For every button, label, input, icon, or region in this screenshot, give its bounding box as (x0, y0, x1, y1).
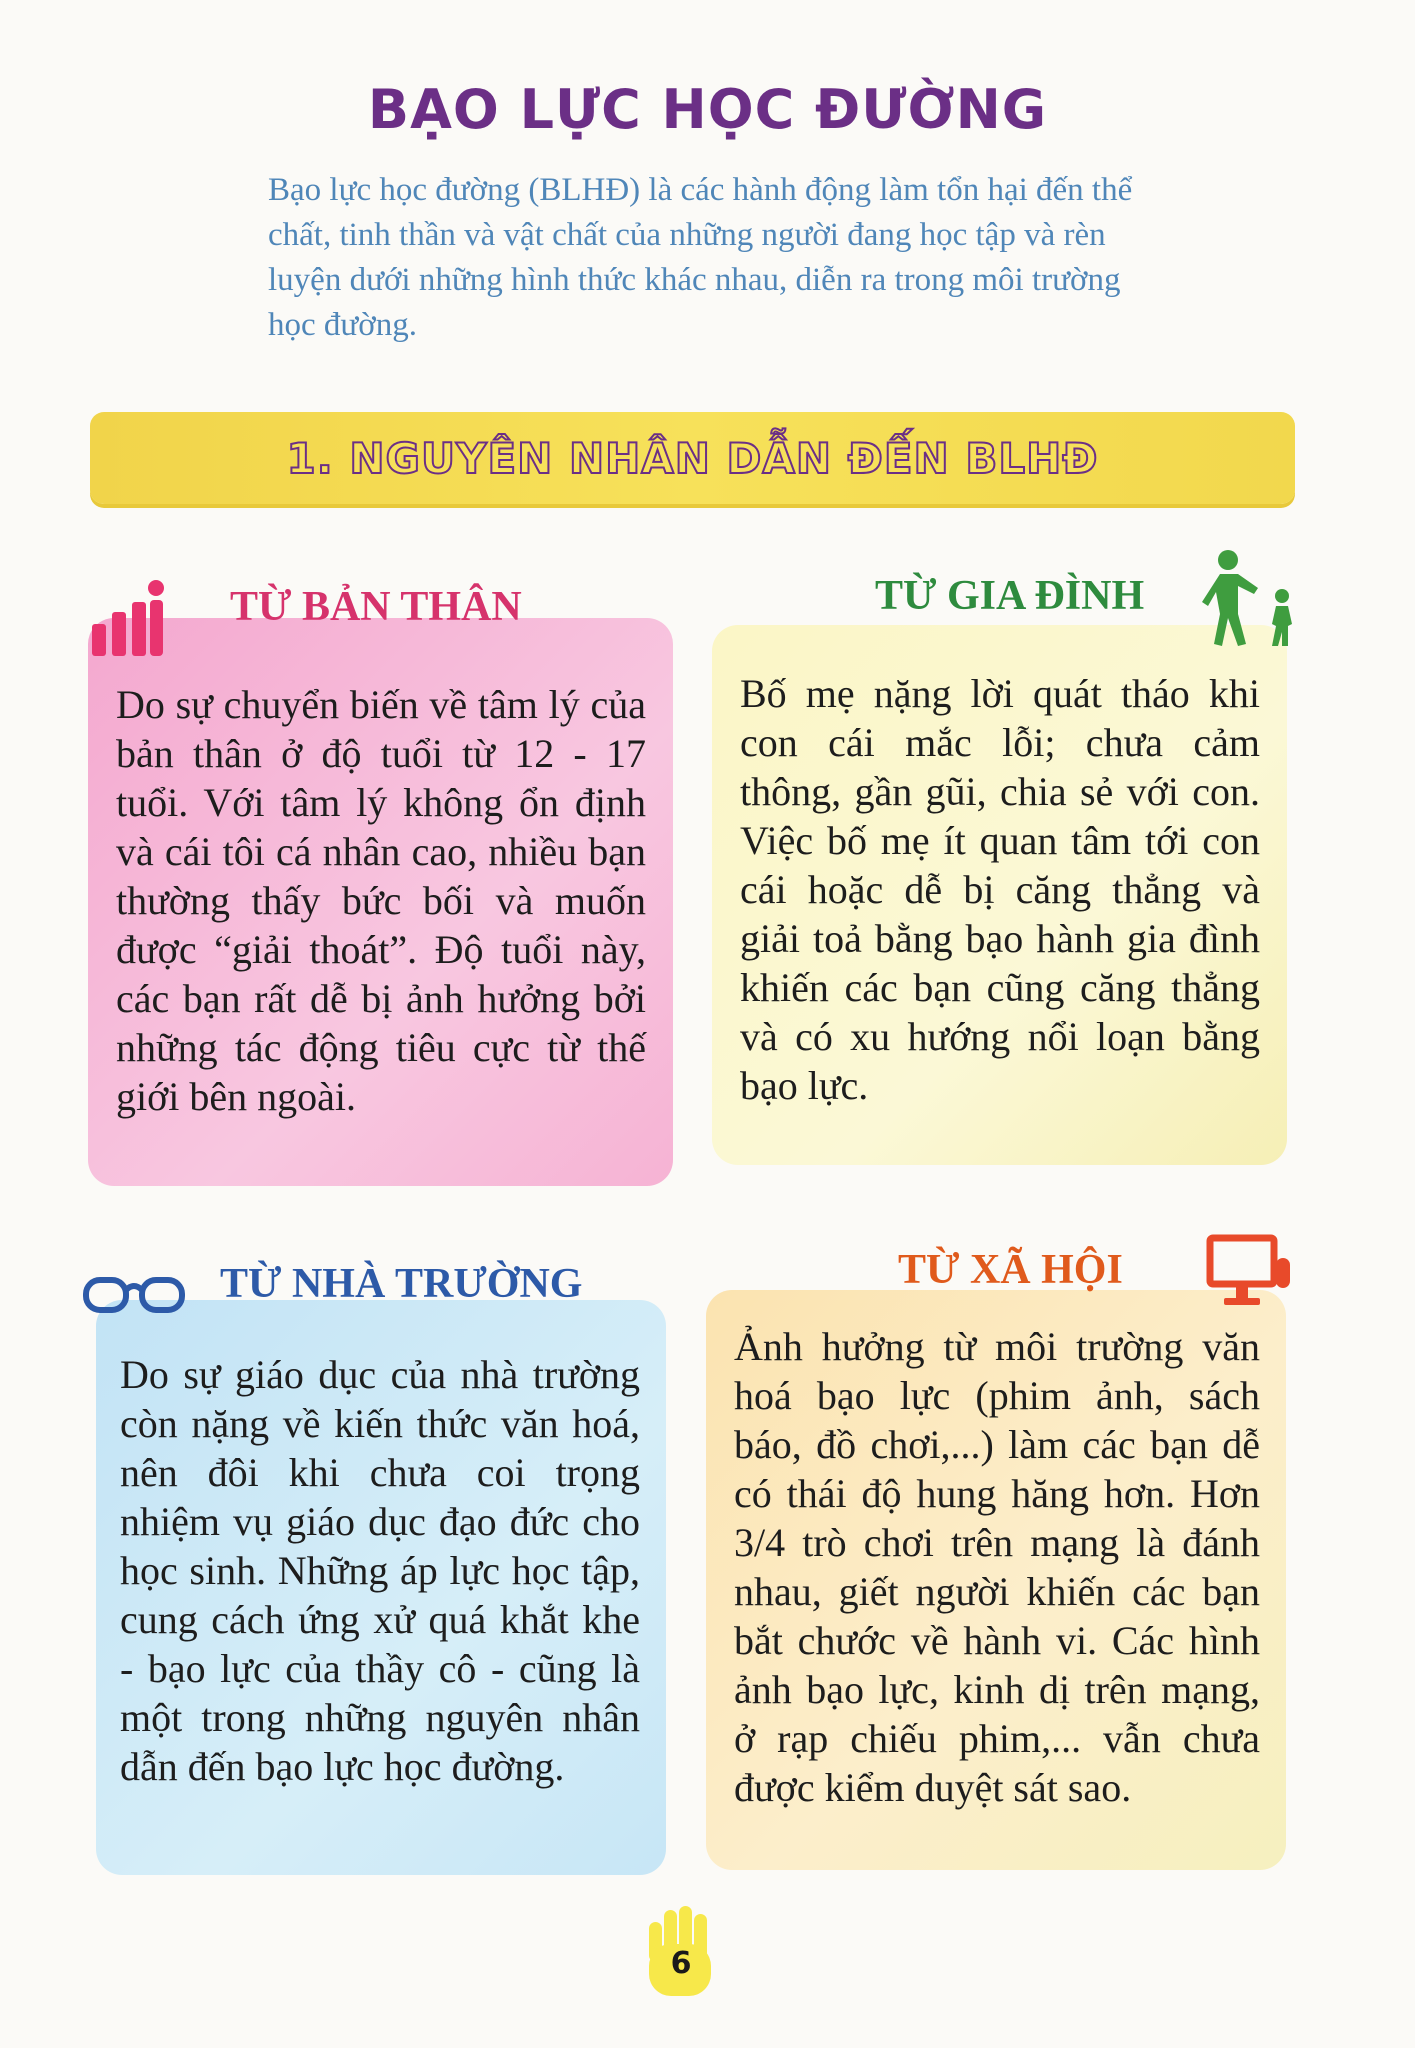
card-self-heading: TỪ BẢN THÂN (230, 584, 522, 630)
card-society (706, 1290, 1286, 1870)
glasses-icon (82, 1268, 186, 1320)
card-school-heading: TỪ NHÀ TRƯỜNG (220, 1261, 583, 1307)
card-school-text: Do sự giáo dục của nhà trường còn nặng về kiến thức văn hoá, nên đôi khi chưa coi trọng nhiệm vụ giáo dục đạo đức cho học sinh. Những áp lực học tập, cung cách ứng xử quá khắt khe - bạo lực của thầy cô - cũng là một trong những nguyên nhân dẫn đến bạo lực học đường. (120, 1352, 640, 1789)
intro-paragraph: Bạo lực học đường (BLHĐ) là các hành động làm tổn hại đến thể chất, tinh thần và vật chất của những người đang học tập và rèn luyện dưới những hình thức khác nhau, diễn ra trong môi trường học đường. (268, 172, 1133, 343)
card-family (712, 625, 1287, 1165)
section-heading: 1. NGUYÊN NHÂN DẪN ĐẾN BLHĐ (286, 434, 1099, 483)
people-bars-icon (90, 578, 170, 658)
card-family-text: Bố mẹ nặng lời quát tháo khi con cái mắc lỗi; chưa cảm thông, gần gũi, chia sẻ với con. Việc bố mẹ ít quan tâm tới con cái hoặc dễ bị căng thẳng và giải toả bằng bạo hành gia đình khiến các bạn cũng căng thẳng và có xu hướng nổi loạn bằng bạo lực. (740, 671, 1260, 1108)
section-banner (90, 412, 1295, 504)
page-title: BẠO LỰC HỌC ĐƯỜNG (367, 78, 1048, 141)
computer-icon (1206, 1232, 1292, 1312)
card-self (88, 618, 673, 1186)
parent-child-icon (1200, 548, 1300, 648)
card-society-heading: TỪ XÃ HỘI (898, 1247, 1123, 1293)
card-family-heading: TỪ GIA ĐÌNH (875, 573, 1145, 619)
card-school (96, 1300, 666, 1875)
page-number: 6 (670, 1946, 692, 1981)
card-society-text: Ảnh hưởng từ môi trường văn hoá bạo lực (phim ảnh, sách báo, đồ chơi,...) làm các bạn dễ có thái độ hung hăng hơn. Hơn 3/4 trò chơi trên mạng là đánh nhau, giết người khiến các bạn bắt chước về hành vi. Các hình ảnh bạo lực, kinh dị trên mạng, ở rạp chiếu phim,... vẫn chưa được kiểm duyệt sát sao. (734, 1324, 1260, 1810)
card-self-text: Do sự chuyển biến về tâm lý của bản thân ở độ tuổi từ 12 - 17 tuổi. Với tâm lý không ổn định và cái tôi cá nhân cao, nhiều bạn thường thấy bức bối và muốn được “giải thoát”. Độ tuổi này, các bạn rất dễ bị ảnh hưởng bởi những tác động tiêu cực từ thế giới bên ngoài. (116, 682, 646, 1119)
page-number-badge (643, 1900, 719, 2000)
